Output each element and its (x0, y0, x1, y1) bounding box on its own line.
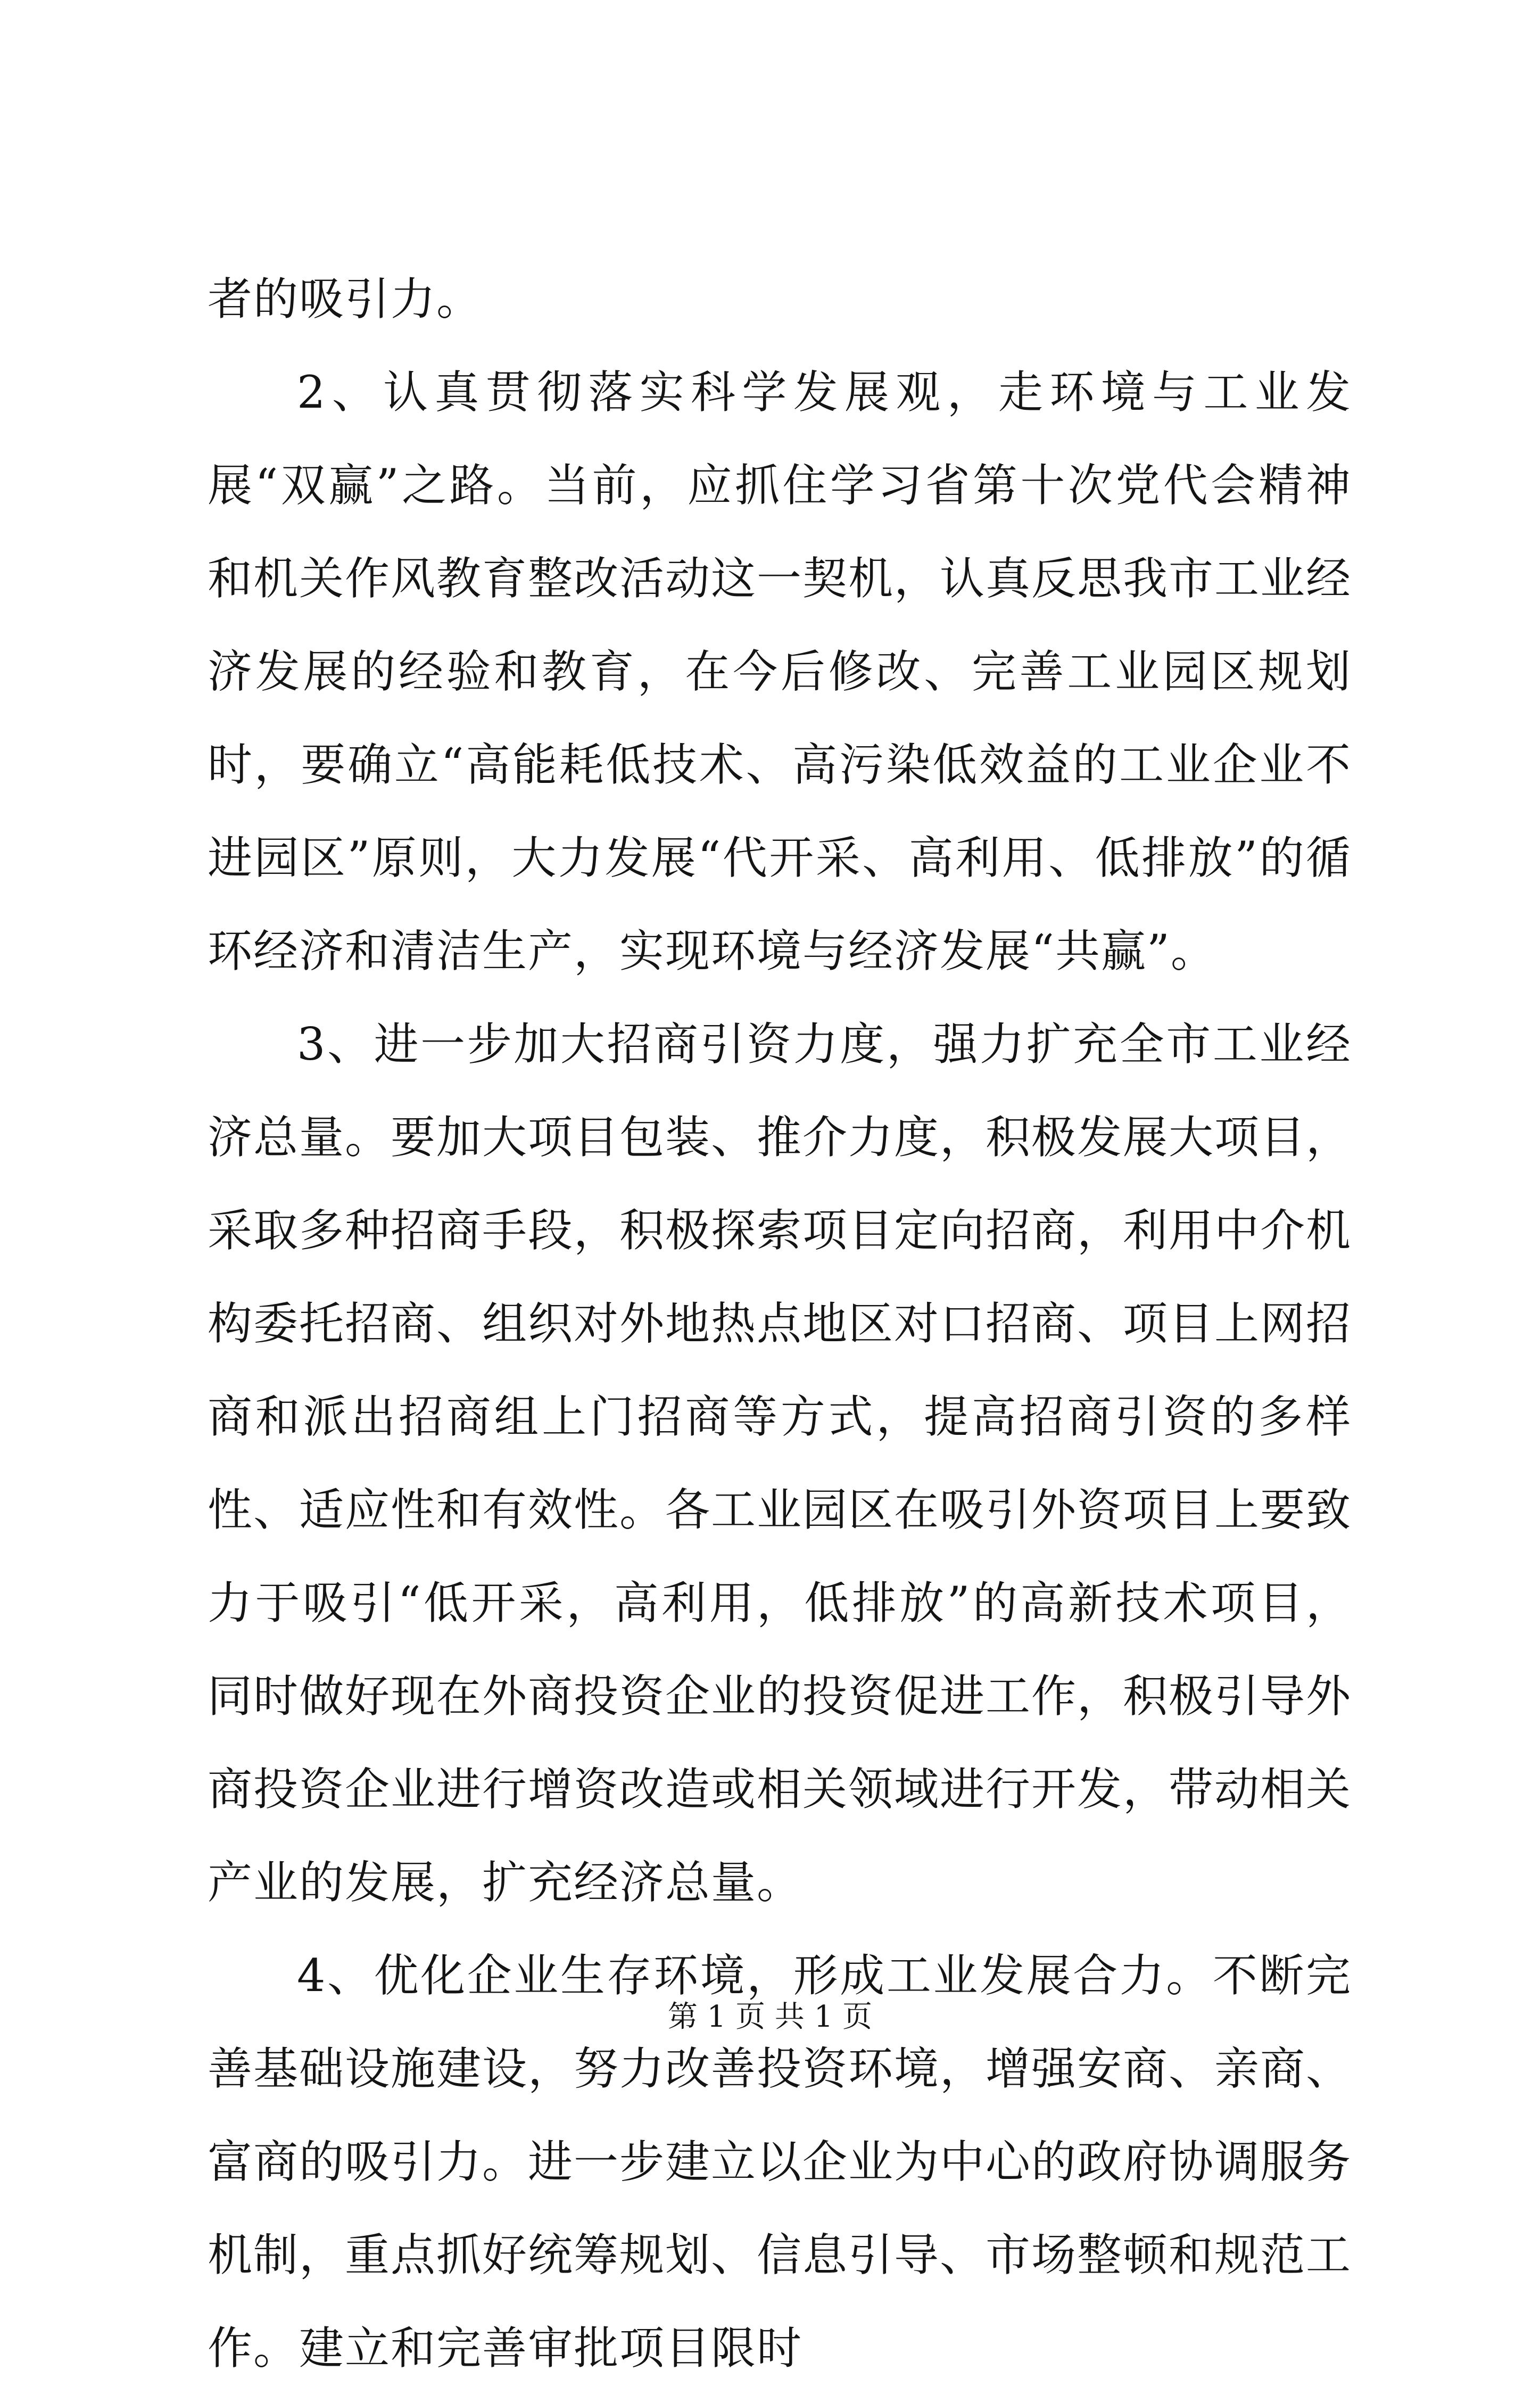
document-body (208, 253, 1352, 2395)
paragraph-item-3: 3、进一步加大招商引资力度，强力扩充全市工业经济总量。要加大项目包装、推介力度，积极发展大项目，采取多种招商手段，积极探索项目定向招商，利用中介机构委托招商、组织对外地热点地区对口招商、项目上网招商和派出招商组上门招商等方式，提高招商引资的多样性、适应性和有效性。各工业园区在吸引外资项目上要致力于吸引“低开采，高利用，低排放”的高新技术项目，同时做好现在外商投资企业的投资促进工作，积极引导外商投资企业进行增资改造或相关领域进行开发，带动相关产业的发展，扩充经济总量。 (208, 1018, 1352, 1909)
paragraph-continuation: 者的吸引力。 (208, 273, 483, 325)
paragraph-item-4: 4、优化企业生存环境，形成工业发展合力。不断完善基础设施建设，努力改善投资环境，增强安商、亲商、富商的吸引力。进一步建立以企业为中心的政府协调服务机制，重点抓好统筹规划、信息引导、市场整顿和规范工作。建立和完善审批项目限时 (208, 1950, 1352, 2374)
paragraph-item-2: 2、认真贯彻落实科学发展观，走环境与工业发展“双赢”之路。当前，应抓住学习省第十次党代会精神和机关作风教育整改活动这一契机，认真反思我市工业经济发展的经验和教育，在今后修改、完善工业园区规划时，要确立“高能耗低技术、高污染低效益的工业企业不进园区”原则，大力发展“代开采、高利用、低排放”的循环经济和清洁生产，实现环境与经济发展“共赢”。 (208, 366, 1352, 977)
page-footer: 第 1 页 共 1 页 (667, 2000, 873, 2034)
